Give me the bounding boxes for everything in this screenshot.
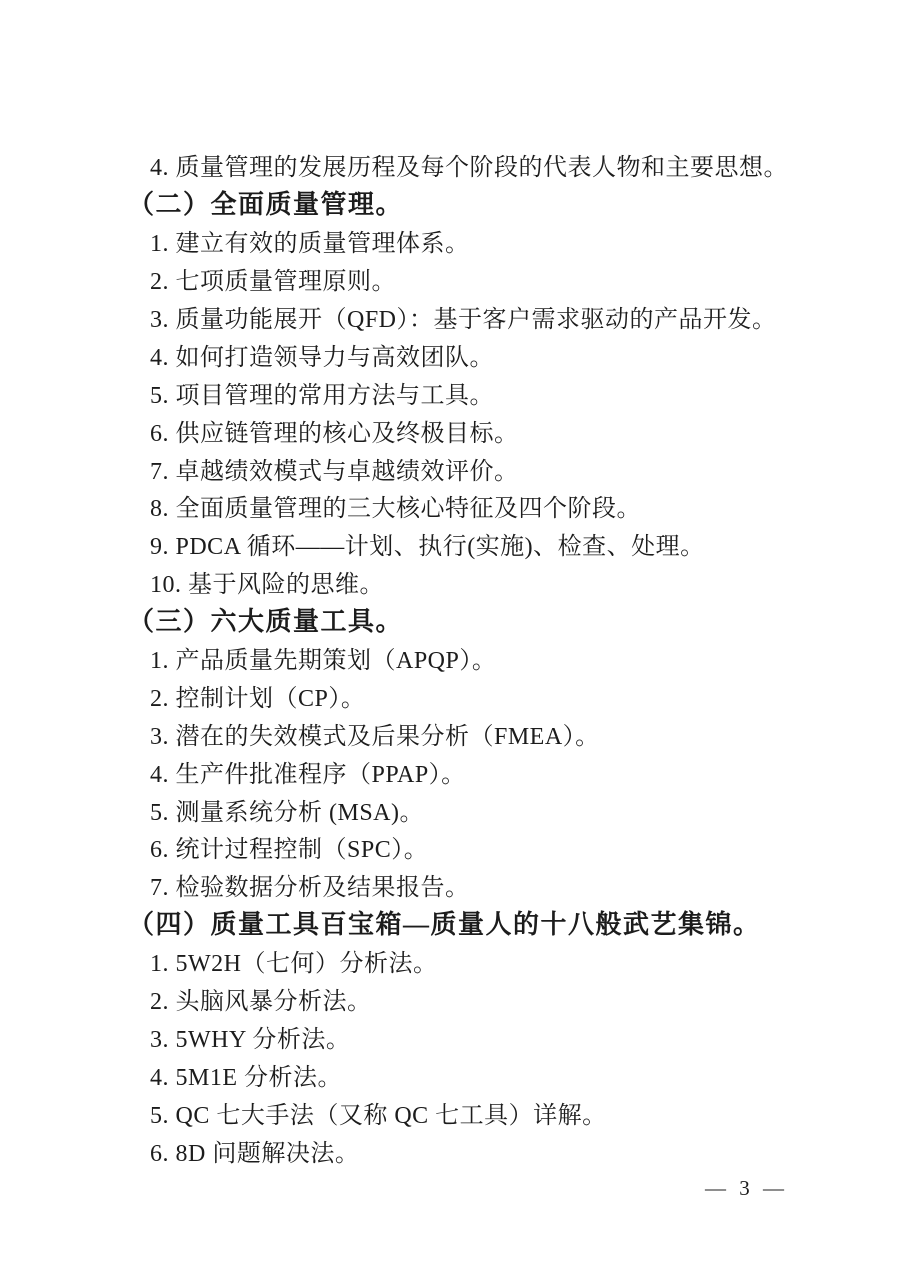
list-item: 6. 统计过程控制（SPC）。 <box>150 837 429 864</box>
section-heading: （二）全面质量管理。 <box>128 190 404 220</box>
list-item: 7. 检验数据分析及结果报告。 <box>150 875 470 902</box>
list-item: 4. 生产件批准程序（PPAP）。 <box>150 761 466 788</box>
list-item: 5. 项目管理的常用方法与工具。 <box>150 382 494 409</box>
list-item: 7. 卓越绩效模式与卓越绩效评价。 <box>150 458 519 485</box>
section-heading: （三）六大质量工具。 <box>128 607 404 637</box>
list-item: 3. 5WHY 分析法。 <box>150 1026 351 1053</box>
list-item: 3. 潜在的失效模式及后果分析（FMEA）。 <box>150 723 600 750</box>
list-item: 8. 全面质量管理的三大核心特征及四个阶段。 <box>150 496 641 523</box>
list-item: 1. 建立有效的质量管理体系。 <box>150 231 470 258</box>
page-number: — 3 — <box>705 1176 788 1200</box>
list-item: 5. QC 七大手法（又称 QC 七工具）详解。 <box>150 1102 607 1129</box>
list-item: 4. 质量管理的发展历程及每个阶段的代表人物和主要思想。 <box>150 155 788 182</box>
list-item: 4. 如何打造领导力与高效团队。 <box>150 344 494 371</box>
list-item: 4. 5M1E 分析法。 <box>150 1064 342 1091</box>
list-item: 10. 基于风险的思维。 <box>150 572 384 599</box>
list-item: 1. 产品质量先期策划（APQP）。 <box>150 648 497 675</box>
list-item: 2. 头脑风暴分析法。 <box>150 989 372 1016</box>
list-item: 9. PDCA 循环——计划、执行(实施)、检查、处理。 <box>150 534 705 561</box>
list-item: 6. 8D 问题解决法。 <box>150 1140 360 1167</box>
section-heading: （四）质量工具百宝箱—质量人的十八般武艺集锦。 <box>128 910 761 940</box>
content-lines <box>128 146 810 1169</box>
list-item: 3. 质量功能展开（QFD）：基于客户需求驱动的产品开发。 <box>150 307 777 333</box>
list-item: 6. 供应链管理的核心及终极目标。 <box>150 420 519 447</box>
list-item: 2. 七项质量管理原则。 <box>150 269 396 296</box>
list-item: 5. 测量系统分析 (MSA)。 <box>150 799 425 826</box>
list-item: 1. 5W2H（七何）分析法。 <box>150 951 438 978</box>
list-item: 2. 控制计划（CP）。 <box>150 685 366 712</box>
